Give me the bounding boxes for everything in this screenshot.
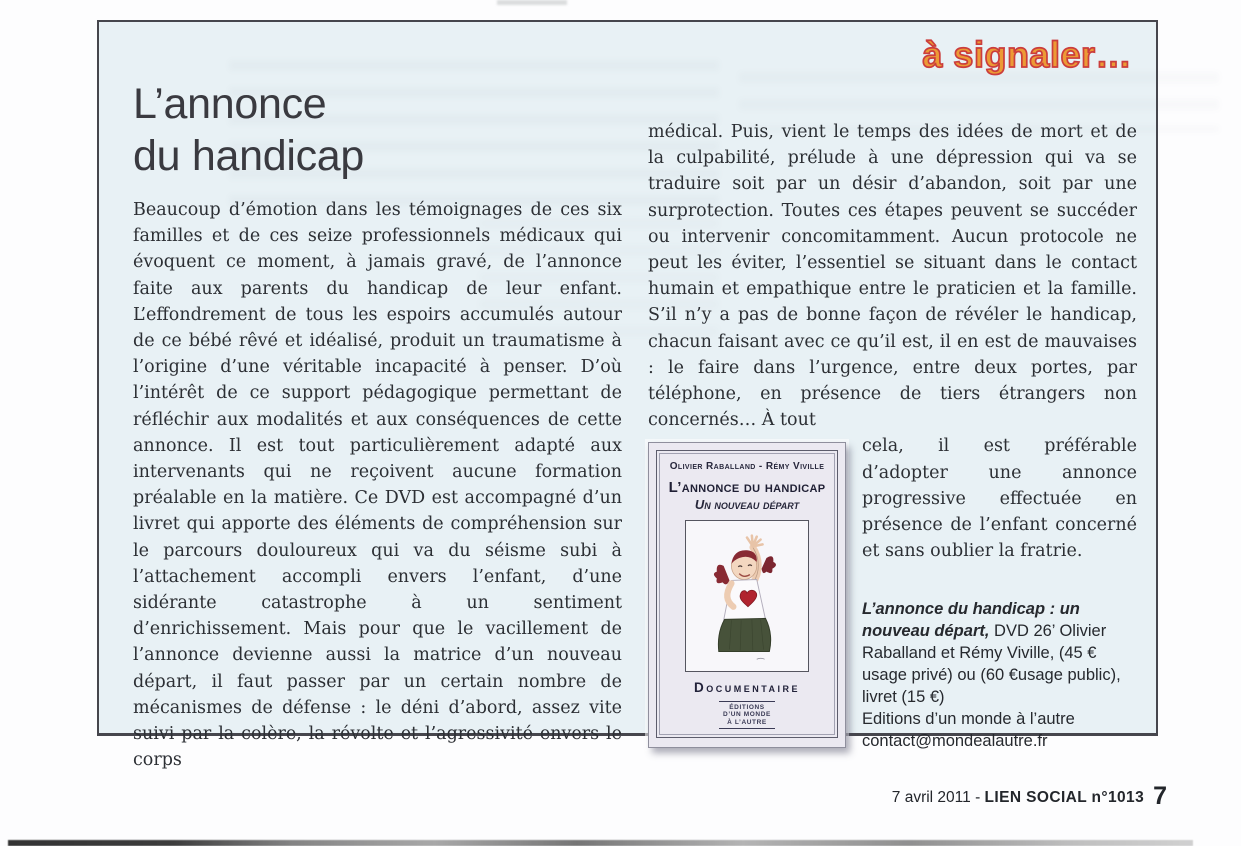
cover-illustration-girl-icon (685, 520, 809, 672)
article-title (133, 78, 622, 182)
dvd-cover-authors: Olivier Raballand - Rémy Viville (669, 461, 825, 473)
caption-publisher: Editions d’un monde à l’autre (862, 710, 1075, 729)
dvd-cover-title: L’annonce du handicap (668, 479, 826, 497)
publisher-logo-line2: D’UN MONDE (723, 711, 771, 719)
right-column-paragraph-2: cela, il est préférable d’adopter une annonce progressive effectuée en présence de l’enfant concerné et sans oublier la fratrie. (862, 436, 1137, 562)
scan-artifact-bottom-bar (8, 840, 1193, 846)
publisher-logo (719, 701, 775, 729)
dvd-cover-card (648, 442, 846, 748)
footer-magazine-name: LIEN SOCIAL n°1013 (984, 789, 1145, 806)
dvd-cover (648, 442, 846, 748)
right-column-paragraph-1: médical. Puis, vient le temps des idées de mort et de la culpabilité, prélude à une dépression qui va se traduire soit par un désir d’abandon, soit par une surprotection. Toutes ces étapes peuvent se succéder ou intervenir concomitamment. Aucun protocole ne peut les éviter, l’essentiel se situant dans le contact humain et empathique entre le praticien et la famille. S’il n’y a pas de bonne façon de révéler le handicap, chacun faisant avec ce qu’il est, il en est de mauvaises : le faire dans l’urgence, entre deux portes, par téléphone, en présence de tiers étrangers non concernés… À tout (648, 122, 1137, 431)
page-footer (892, 780, 1167, 809)
publisher-logo-line1: ÉDITIONS (729, 703, 765, 711)
article-title-line2: du handicap (133, 132, 365, 180)
left-column-paragraph: Beaucoup d’émotion dans les témoignages de ces six familles et de ces seize professionnels médicaux qui évoquent ce moment, à jamais gravé, de l’annonce faite aux parents du handicap de leur enfant. L’effondrement de tous les espoirs accumulés autour de ce bébé rêvé et idéalisé, produit un traumatisme à l’origine d’une véritable incapacité à penser. D’où l’intérêt de ce support pédagogique permettant de réfléchir aux modalités et aux conséquences de cette annonce. Il est tout particulièrement adapté aux intervenants qui ne reçoivent aucune formation préalable en la matière. Ce DVD est accompagné d’un livret qui apporte des éléments de compréhension sur le parcours douloureux qui va du séisme subi à l’attachement accompli envers l’enfant, d’une sidérante catastrophe à un sentiment d’enrichissement. Mais pour que le vacillement de l’annonce devienne aussi la matrice d’un nouveau départ, il faut passer par un certain nombre de mécanismes de défense : le déni d’abord, assez vite suivi par la colère, la révolte et l’agressivité envers le corps (133, 200, 622, 771)
dvd-cover-subtitle: Un nouveau départ (694, 497, 800, 513)
scan-artifact-top (497, 0, 567, 5)
section-flag: à signaler… (922, 34, 1132, 75)
dvd-cover-frame (656, 450, 838, 738)
page-number: 7 (1153, 782, 1167, 810)
caption-details: DVD 26’ Olivier Raballand et Rémy Viville, (45 € usage privé) ou (60 €usage public), livret (15 €) (862, 622, 1121, 707)
caption-title: L’annonce du handicap : un nouveau départ, (862, 600, 1080, 641)
dvd-cover-genre: Documentaire (693, 680, 801, 696)
right-column (648, 119, 1137, 752)
caption-email: contact@mondealautre.fr (862, 732, 1048, 751)
footer-date: 7 avril 2011 - (891, 789, 985, 806)
article-title-line1: L’annonce (133, 80, 327, 128)
publisher-logo-line3: À L’AUTRE (727, 718, 767, 726)
left-column (133, 197, 622, 773)
